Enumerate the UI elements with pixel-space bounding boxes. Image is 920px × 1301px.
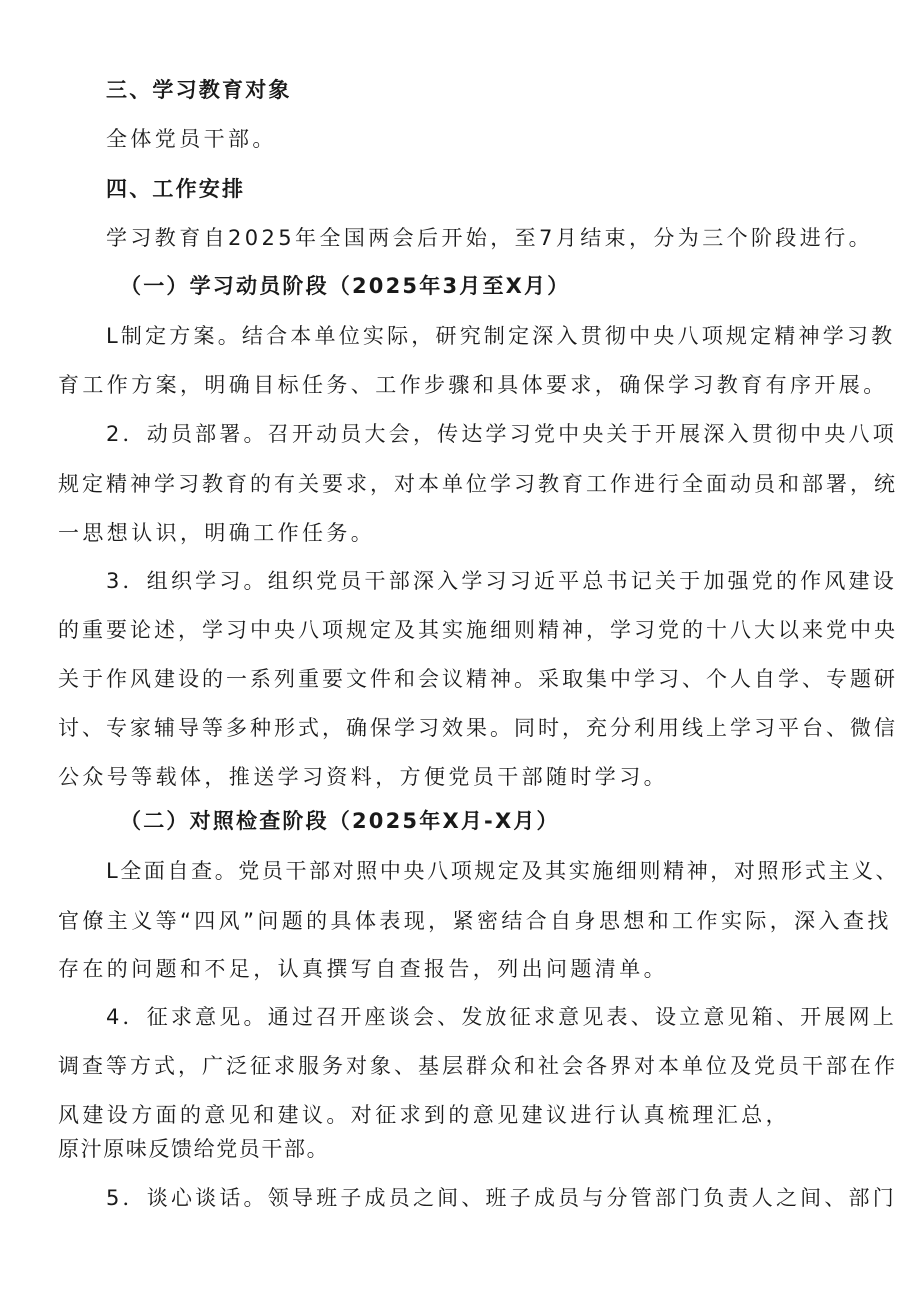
paragraph-line: 讨、专家辅导等多种形式，确保学习效果。同时，充分利用线上学习平台、微信 — [58, 716, 898, 740]
paragraph-line: 风建设方面的意见和建议。对征求到的意见建议进行认真梳理汇总， — [58, 1103, 790, 1127]
paragraph-line: 规定精神学习教育的有关要求，对本单位学习教育工作进行全面动员和部署，统 — [58, 472, 898, 496]
section-heading-work-arrangement: 四、工作安排 — [106, 177, 246, 201]
paragraph-line: 的重要论述，学习中央八项规定及其实施细则精神，学习党的十八大以来党中央 — [58, 618, 898, 642]
section-heading-study-targets: 三、学习教育对象 — [106, 78, 292, 102]
paragraph-line: 2．动员部署。召开动员大会，传达学习党中央关于开展深入贯彻中央八项 — [106, 422, 897, 446]
paragraph-line: 4．征求意见。通过召开座谈会、发放征求意见表、设立意见箱、开展网上 — [106, 1005, 897, 1029]
paragraph-line: L全面自查。党员干部对照中央八项规定及其实施细则精神，对照形式主义、 — [106, 859, 900, 883]
paragraph-line: L制定方案。结合本单位实际，研究制定深入贯彻中央八项规定精神学习教 — [106, 324, 896, 348]
paragraph-line: 存在的问题和不足，认真撰写自查报告，列出问题清单。 — [58, 957, 668, 981]
paragraph-line: 5．谈心谈话。领导班子成员之间、班子成员与分管部门负责人之间、部门 — [106, 1186, 897, 1210]
paragraph-line: 关于作风建设的一系列重要文件和会议精神。采取集中学习、个人自学、专题研 — [58, 667, 898, 691]
subsection-heading-mobilization: （一）学习动员阶段（2025年3月至X月） — [120, 274, 571, 298]
paragraph-line: 官僚主义等“四风”问题的具体表现，紧密结合自身思想和工作实际，深入查找 — [58, 909, 892, 933]
subsection-heading-self-check: （二）对照检查阶段（2025年X月-X月） — [120, 809, 560, 833]
paragraph-line: 原汁原味反馈给党员干部。 — [58, 1137, 330, 1161]
paragraph-line: 一思想认识，明确工作任务。 — [58, 521, 376, 545]
paragraph-line: 公众号等载体，推送学习资料，方便党员干部随时学习。 — [58, 765, 668, 789]
paragraph-line: 学习教育自2025年全国两会后开始，至7月结束，分为三个阶段进行。 — [106, 226, 874, 250]
paragraph-line: 育工作方案，明确目标任务、工作步骤和具体要求，确保学习教育有序开展。 — [58, 373, 888, 397]
paragraph-line: 3．组织学习。组织党员干部深入学习习近平总书记关于加强党的作风建设 — [106, 569, 897, 593]
paragraph-line: 调查等方式，广泛征求服务对象、基层群众和社会各界对本单位及党员干部在作 — [58, 1054, 898, 1078]
paragraph-line: 全体党员干部。 — [106, 127, 277, 151]
